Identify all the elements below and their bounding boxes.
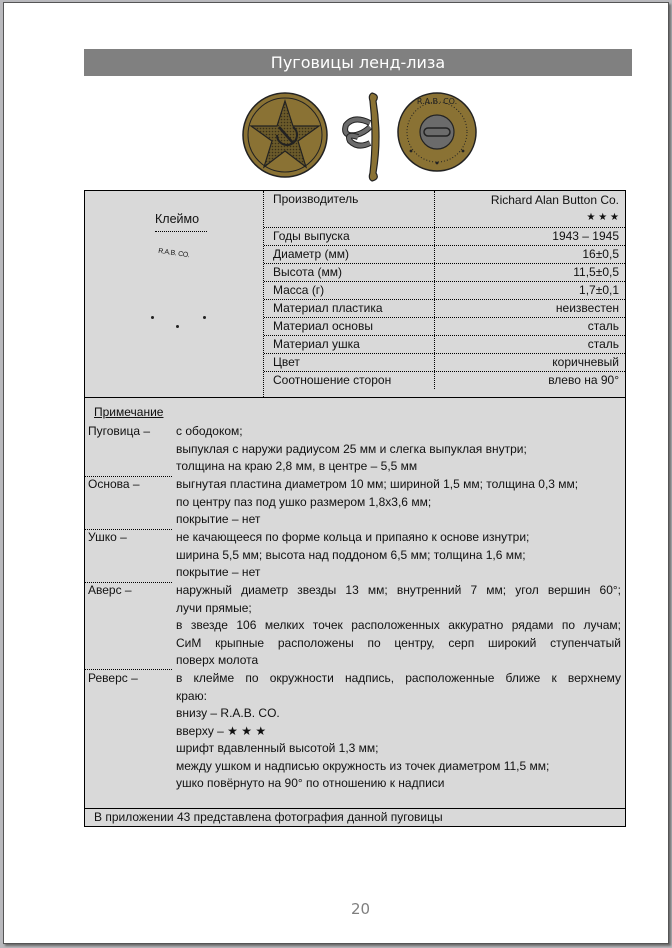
note-line: между ушком и надписью окружность из точек диаметром 11,5 мм;	[176, 758, 550, 773]
document-page	[3, 2, 669, 944]
stamp-label: Клеймо	[155, 212, 200, 226]
note-divider	[85, 669, 172, 670]
manufacturer-stars: ★ ★ ★	[586, 212, 619, 223]
notes-heading: Примечание	[94, 405, 164, 419]
spec-row	[264, 336, 625, 354]
spec-value: 16±0,5	[582, 247, 619, 261]
stamp-cell	[85, 191, 264, 397]
note-label: Пуговица –	[88, 424, 151, 438]
spec-label: Материал основы	[264, 318, 435, 335]
note-label: Основа –	[88, 477, 140, 491]
note-line: выпуклая с наружи радиусом 25 мм и слегка выпуклая внутри;	[176, 441, 527, 456]
spec-row	[264, 318, 625, 336]
note-line: толщина на краю 2,8 мм, в центре – 5,5 мм	[176, 459, 418, 473]
button-profile-icon	[336, 91, 386, 183]
note-line: в клейме по окружности надпись, расположенные ближе к верхнему	[176, 671, 621, 685]
note-label: Реверс –	[88, 671, 138, 685]
stamp-dot	[151, 316, 154, 319]
spec-row	[264, 300, 625, 318]
spec-row	[264, 264, 625, 282]
note-label: Ушко –	[88, 530, 127, 544]
spec-section	[85, 191, 625, 398]
note-text	[176, 476, 621, 529]
page-title: Пуговицы ленд-лиза	[84, 49, 632, 76]
stamp-label-underline	[155, 231, 207, 232]
note-text	[176, 529, 621, 582]
spec-label: Соотношение сторон	[264, 372, 435, 389]
spec-row	[264, 372, 625, 389]
specs-table	[84, 190, 626, 827]
button-revers-icon	[396, 91, 478, 173]
spec-value: сталь	[587, 319, 619, 333]
note-line: шрифт вдавленный высотой 1,3 мм;	[176, 741, 379, 755]
spec-row-manufacturer	[264, 191, 625, 228]
manufacturer-name: Richard Alan Button Co.	[490, 193, 619, 207]
note-line: поверх молота	[176, 653, 259, 667]
svg-text:R.A.B. CO.: R.A.B. CO.	[416, 97, 458, 106]
spec-rows	[264, 191, 625, 397]
note-label: Аверс –	[88, 583, 132, 597]
stamp-dot	[203, 316, 206, 319]
note-line: по центру паз под ушко размером 1,8х3,6 мм;	[176, 494, 432, 509]
spec-label: Годы выпуска	[264, 228, 435, 245]
spec-label: Материал ушка	[264, 336, 435, 353]
spec-value: влево на 90°	[548, 373, 619, 387]
note-line: покрытие – нет	[176, 565, 261, 579]
note-line: выгнутая пластина диаметром 10 мм; шириной 1,5 мм; толщина 0,3 мм;	[176, 477, 579, 491]
note-line: в звезде 106 мелких точек расположенных аккуратно рядами по лучам;	[176, 618, 621, 632]
note-line: внизу – R.A.B. CO.	[176, 706, 280, 720]
page-number: 20	[351, 900, 371, 918]
spec-label: Диаметр (мм)	[264, 246, 435, 263]
spec-value	[435, 191, 625, 227]
note-line: краю:	[176, 688, 207, 703]
spec-value: 1943 – 1945	[552, 229, 619, 243]
note-line: не качающееся по форме кольца и припаяно к основе изнутри;	[176, 530, 530, 544]
button-avers-icon	[241, 91, 329, 179]
spec-label: Материал пластика	[264, 300, 435, 317]
note-line: СиМ крыпные расположены по центру, серп широкий ступенчатый	[176, 635, 621, 650]
stamp-dot	[176, 325, 179, 328]
spec-value: сталь	[587, 337, 619, 351]
button-illustrations	[238, 91, 478, 183]
spec-label: Масса (г)	[264, 282, 435, 299]
spec-label: Производитель	[264, 191, 435, 227]
note-text	[176, 582, 621, 670]
spec-label: Высота (мм)	[264, 264, 435, 281]
spec-value: неизвестен	[555, 301, 619, 315]
note-text	[176, 670, 621, 793]
spec-label: Цвет	[264, 354, 435, 371]
spec-value: 11,5±0,5	[573, 265, 619, 279]
appendix-note: В приложении 43 представлена фотография данной пуговицы	[94, 810, 443, 824]
note-line: с ободоком;	[176, 424, 243, 438]
spec-value: 1,7±0,1	[579, 283, 619, 297]
note-line: покрытие – нет	[176, 512, 261, 526]
note-line: наружный диаметр звезды 13 мм; внутренний 7 мм; угол вершин 60°;	[176, 583, 621, 597]
note-line: ушко повёрнуто на 90° по отношению к надписи	[176, 776, 445, 790]
note-line: ширина 5,5 мм; высота над поддоном 6,5 мм; толщина 1,6 мм;	[176, 547, 526, 562]
spec-row	[264, 246, 625, 264]
note-line: лучи прямые;	[176, 600, 252, 615]
notes-section	[85, 398, 625, 809]
stamp-mark: R.A.B. CO.	[157, 247, 190, 260]
spec-value: коричневый	[552, 355, 619, 369]
note-text	[176, 423, 621, 476]
spec-row	[264, 282, 625, 300]
note-line: вверху – ★ ★ ★	[176, 723, 267, 738]
spec-row	[264, 354, 625, 372]
spec-row	[264, 228, 625, 246]
